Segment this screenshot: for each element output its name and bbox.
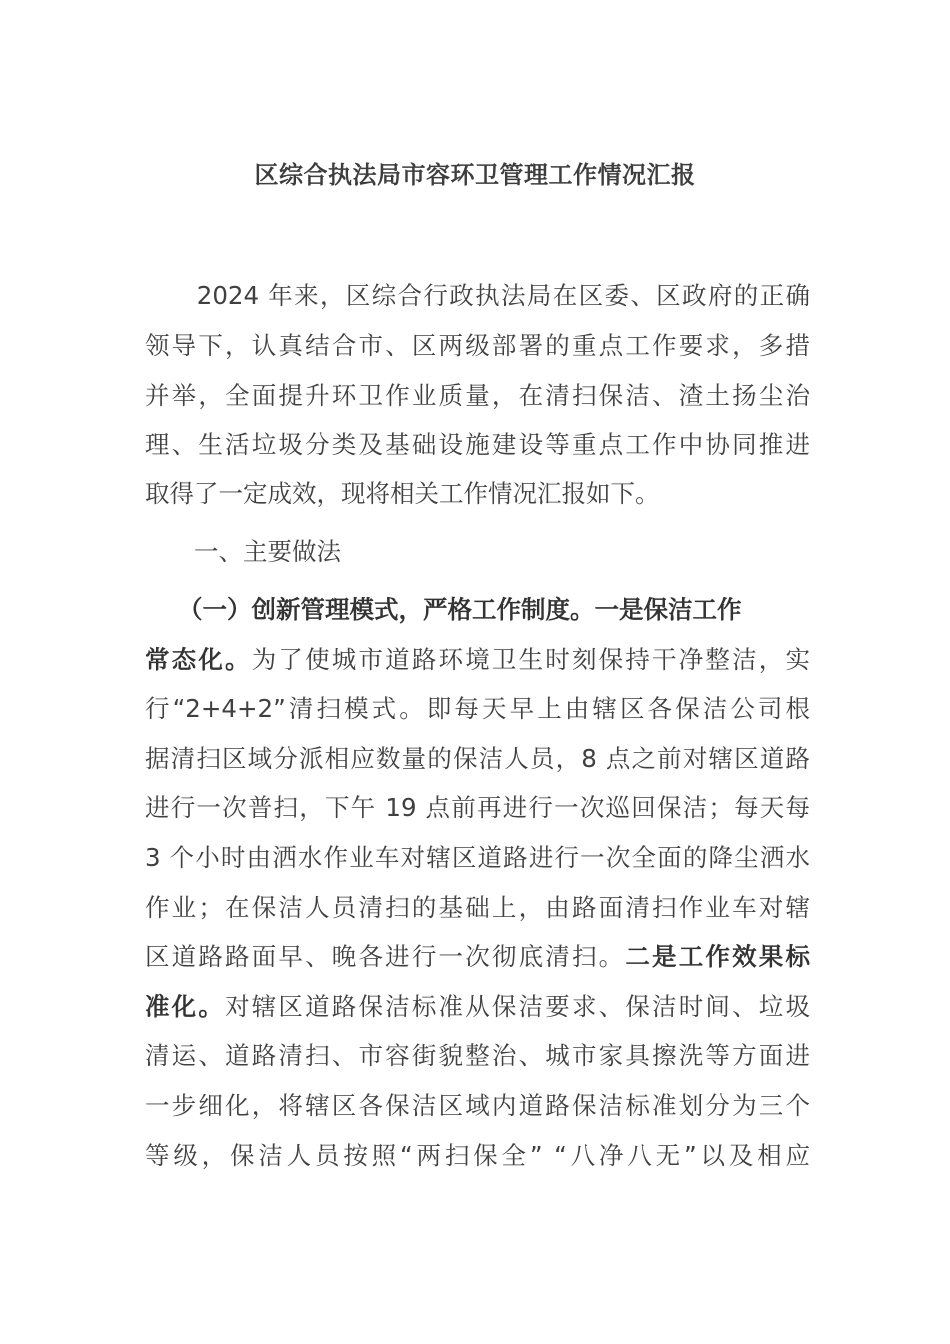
text-segment: 对辖区道路保洁标准从保洁要求、保洁时间、垃圾: [225, 992, 810, 1021]
bold-text-segment: 常态化。: [145, 645, 252, 674]
text-segment: 据清扫区域分派相应数量的保洁人员，8 点之前对辖区道路: [145, 744, 810, 773]
body-line: [145, 840, 810, 876]
text-segment: 2024 年来，区综合行政执法局在区委、区政府的正确: [145, 281, 810, 310]
text-segment: 作业；在保洁人员清扫的基础上，由路面清扫作业车对辖: [145, 893, 810, 922]
body-line: [145, 427, 810, 463]
bold-text-segment: （一）创新管理模式，严格工作制度。一是保洁工作: [145, 595, 742, 624]
body-line: [145, 592, 810, 628]
text-segment: 为了使城市道路环境卫生时刻保持干净整洁，实: [251, 645, 810, 674]
body-line: [145, 691, 810, 727]
text-segment: 进行一次普扫，下午 19 点前再进行一次巡回保洁；每天每: [145, 793, 810, 822]
body-line: [145, 790, 810, 826]
text-segment: 3 个小时由洒水作业车对辖区道路进行一次全面的降尘洒水: [145, 843, 810, 872]
body-line: [145, 939, 810, 975]
document-title: 区综合执法局市容环卫管理工作情况汇报: [254, 161, 696, 189]
text-segment: 并举，全面提升环卫作业质量，在清扫保洁、渣土扬尘治: [145, 381, 810, 410]
bold-text-segment: 二是工作效果标: [625, 942, 810, 971]
body-line: [145, 890, 810, 926]
text-segment: 一步细化，将辖区各保洁区域内道路保洁标准划分为三个: [145, 1091, 810, 1120]
body-line: [145, 1038, 810, 1074]
text-segment: 区道路路面早、晚各进行一次彻底清扫。: [145, 942, 626, 971]
text-segment: 等级，保洁人员按照“两扫保全” “八净八无”以及相应: [145, 1141, 810, 1170]
text-segment: 领导下，认真结合市、区两级部署的重点工作要求，多措: [145, 331, 810, 360]
text-segment: 行“2+4+2”清扫模式。即每天早上由辖区各保洁公司根: [145, 694, 810, 723]
body-line: [145, 534, 810, 570]
text-segment: 理、生活垃圾分类及基础设施建设等重点工作中协同推进: [145, 430, 810, 459]
body-line: [145, 278, 810, 314]
body-line: [145, 642, 810, 678]
body-line: [145, 1088, 810, 1124]
text-segment: 一、主要做法: [145, 537, 341, 566]
bold-text-segment: 准化。: [145, 992, 226, 1021]
text-segment: 清运、道路清扫、市容街貌整治、城市家具擦洗等方面进: [145, 1041, 810, 1070]
body-line: [145, 378, 810, 414]
body-line: [145, 1138, 810, 1174]
body-line: [145, 989, 810, 1025]
text-segment: 取得了一定成效，现将相关工作情况汇报如下。: [145, 479, 660, 508]
body-line: [145, 741, 810, 777]
body-line: [145, 476, 810, 512]
body-line: [145, 328, 810, 364]
